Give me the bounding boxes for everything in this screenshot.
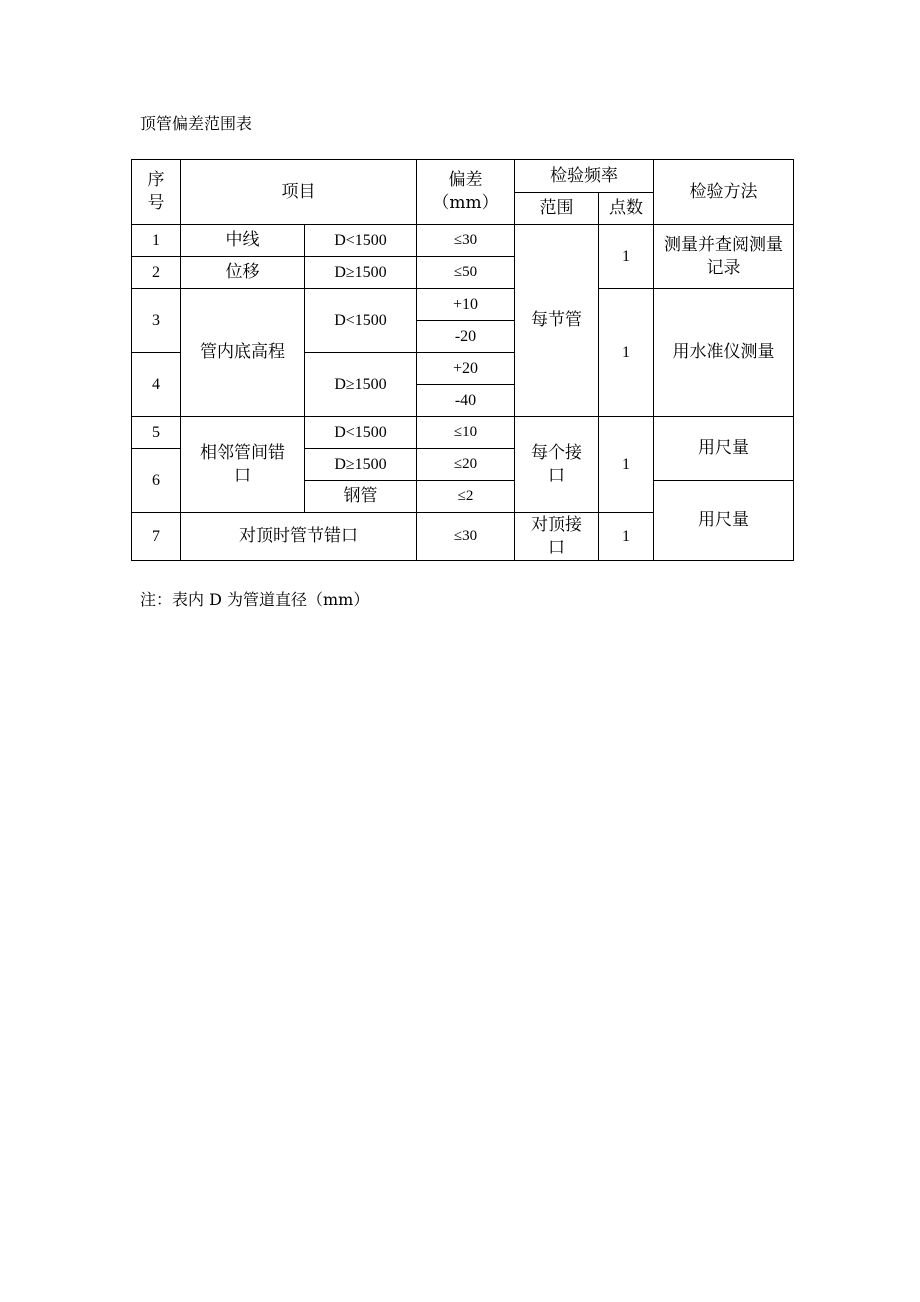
row5-condition: D<1500 bbox=[305, 417, 417, 449]
row1-no: 1 bbox=[132, 225, 181, 257]
row5-deviation: ≤10 bbox=[417, 417, 515, 449]
row2-deviation: ≤50 bbox=[417, 257, 515, 289]
rows5to6-item: 相邻管间错口 bbox=[181, 417, 305, 513]
rows1to2-method: 测量并查阅测量记录 bbox=[654, 225, 794, 289]
header-points: 点数 bbox=[599, 193, 654, 225]
header-seq: 序号 bbox=[132, 160, 181, 225]
header-method: 检验方法 bbox=[654, 160, 794, 225]
header-scope: 范围 bbox=[515, 193, 599, 225]
rows5to6-method: 用尺量 bbox=[654, 417, 794, 481]
row2-item: 位移 bbox=[181, 257, 305, 289]
row3-no: 3 bbox=[132, 289, 181, 353]
row4-deviation-upper: +20 bbox=[417, 353, 515, 385]
table-note: 注：表内 D 为管道直径（mm） bbox=[140, 590, 370, 609]
deviation-table bbox=[131, 159, 794, 561]
header-item: 项目 bbox=[181, 160, 417, 225]
row1-condition: D<1500 bbox=[305, 225, 417, 257]
row7-scope: 对顶接口 bbox=[515, 513, 599, 561]
header-frequency: 检验频率 bbox=[515, 160, 654, 193]
row6-no: 6 bbox=[132, 449, 181, 513]
rows6to7-method: 用尺量 bbox=[654, 481, 794, 561]
rows1to2-points: 1 bbox=[599, 225, 654, 289]
row3-condition: D<1500 bbox=[305, 289, 417, 353]
table-title: 顶管偏差范围表 bbox=[140, 114, 253, 133]
row1-deviation: ≤30 bbox=[417, 225, 515, 257]
rows3to4-points: 1 bbox=[599, 289, 654, 417]
row6-condition-a: D≥1500 bbox=[305, 449, 417, 481]
rows3to4-method: 用水准仪测量 bbox=[654, 289, 794, 417]
row4-no: 4 bbox=[132, 353, 181, 417]
row3-deviation-lower: -20 bbox=[417, 321, 515, 353]
row6-deviation-b: ≤2 bbox=[417, 481, 515, 513]
row6-condition-b: 钢管 bbox=[305, 481, 417, 513]
header-deviation: 偏差（mm） bbox=[417, 160, 515, 225]
rows5to6-points: 1 bbox=[599, 417, 654, 513]
rows5to6-scope: 每个接口 bbox=[515, 417, 599, 513]
rows3to4-item: 管内底高程 bbox=[181, 289, 305, 417]
rows1to4-scope: 每节管 bbox=[515, 225, 599, 417]
row2-condition: D≥1500 bbox=[305, 257, 417, 289]
row3-deviation-upper: +10 bbox=[417, 289, 515, 321]
row7-item: 对顶时管节错口 bbox=[181, 513, 417, 561]
row5-no: 5 bbox=[132, 417, 181, 449]
row4-condition: D≥1500 bbox=[305, 353, 417, 417]
row2-no: 2 bbox=[132, 257, 181, 289]
row4-deviation-lower: -40 bbox=[417, 385, 515, 417]
row7-deviation: ≤30 bbox=[417, 513, 515, 561]
row7-points: 1 bbox=[599, 513, 654, 561]
row6-deviation-a: ≤20 bbox=[417, 449, 515, 481]
row7-no: 7 bbox=[132, 513, 181, 561]
row1-item: 中线 bbox=[181, 225, 305, 257]
